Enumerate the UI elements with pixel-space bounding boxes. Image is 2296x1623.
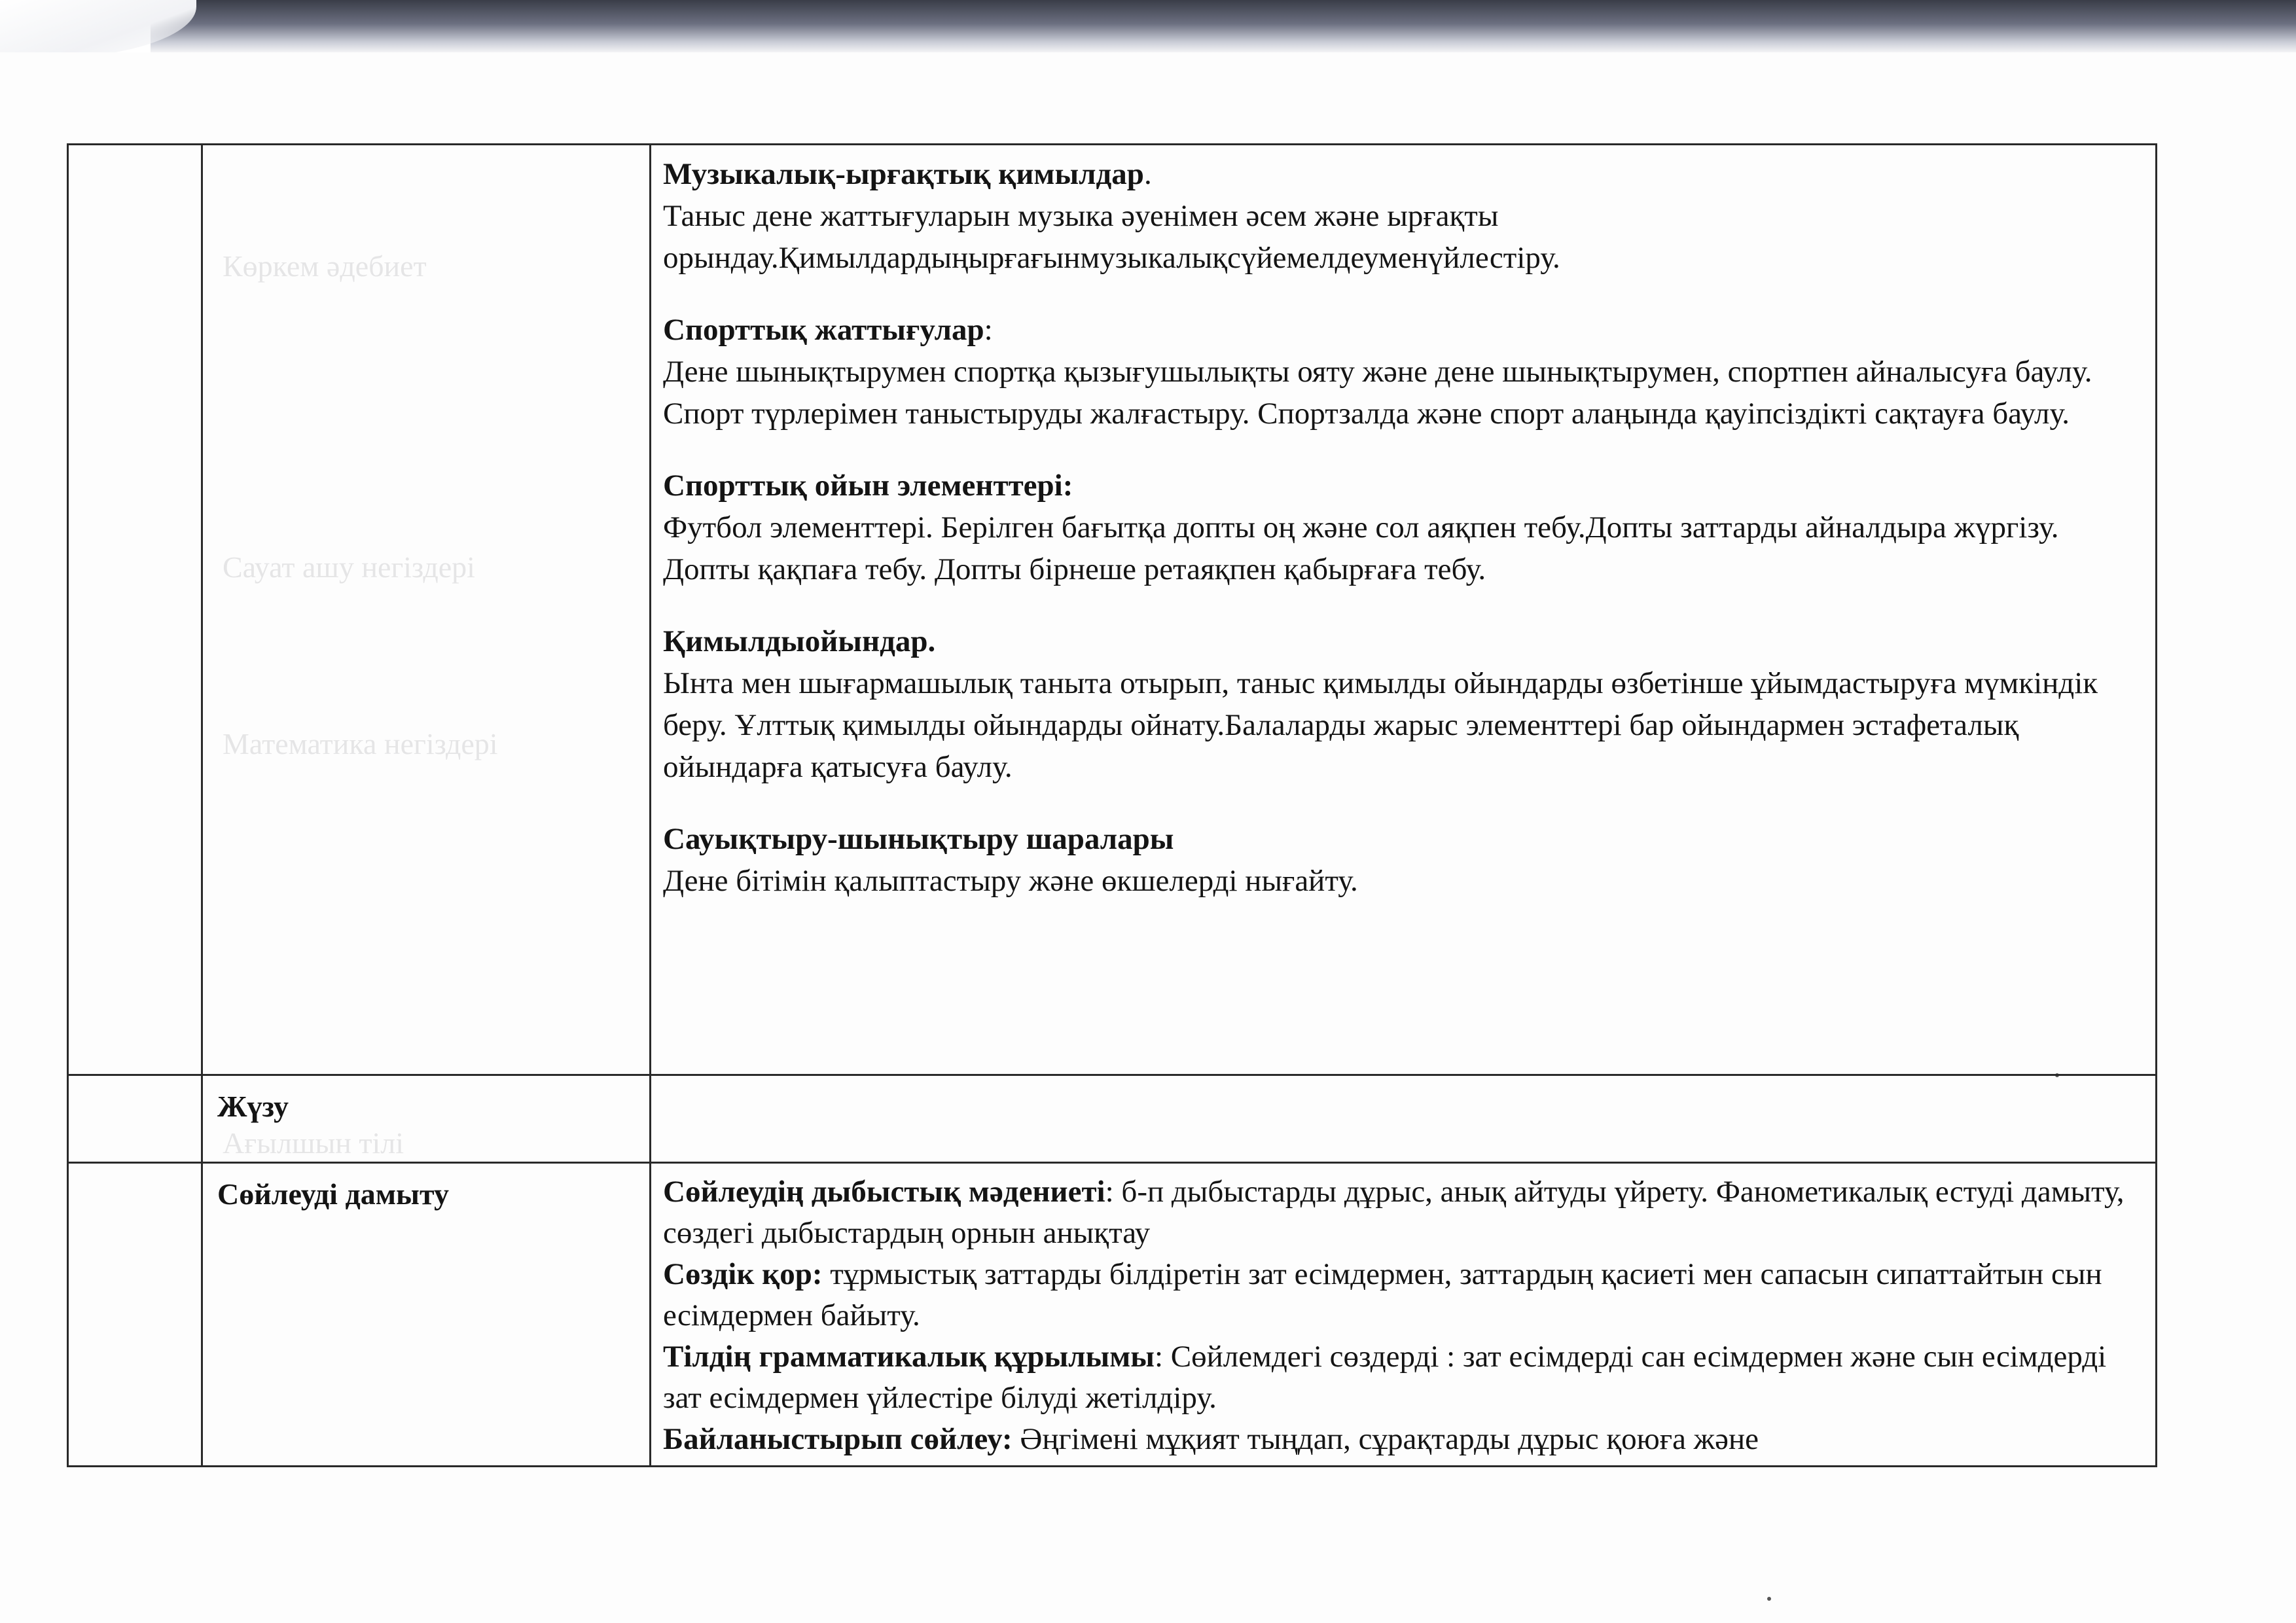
section-vocabulary [663, 1254, 2144, 1336]
row-label-swimming: Жүзу [203, 1076, 651, 1164]
section-text: Сөйлемдегі сөздерді : зат есімдерді сан есімдермен және сын есімдерді зат есімдермен үйлестіре білуді жетілдіру. [663, 1340, 2107, 1415]
section-text: Ынта мен шығармашылық таныта отырып, таныс қимылды ойындарды өзбетінше ұйымдастыруға мүмкіндік беру. Ұлттық қимылды ойындарды ойнату.Балаларды жарыс элементтері бар ойындармен эстафеталық ойындарға қатысуға баулу. [663, 666, 2098, 784]
section-heading: Спорттық жаттығулар [663, 313, 984, 347]
curriculum-table [67, 143, 2157, 1467]
section-heading: Қимылдыойындар. [663, 624, 936, 658]
section-grammar [663, 1336, 2144, 1419]
bleed-through-text: Математика негіздері [223, 727, 498, 760]
section-connected-speech [663, 1419, 2144, 1460]
section-heading: Байланыстырып сөйлеу: [663, 1422, 1013, 1456]
heading-suffix: . [1143, 157, 1152, 191]
section-musical-rhythmic [663, 153, 2144, 279]
section-text: Әңгімені мұқият тыңдап, сұрақтарды дұрыс қоюға және [1012, 1422, 1759, 1456]
section-heading: Спорттық ойын элементтері: [663, 469, 1073, 503]
row-label [203, 145, 651, 1076]
heading-suffix: : [1105, 1175, 1114, 1209]
heading-suffix: : [1154, 1340, 1164, 1374]
section-text: тұрмыстық заттарды білдіретін зат есімдермен, заттардың қасиеті мен сапасын сипаттайтын сын есімдермен байыту. [663, 1257, 2102, 1332]
section-sport-game-elements [663, 465, 2144, 590]
table-cell-blank [69, 145, 203, 1076]
table-cell-blank [69, 1076, 203, 1164]
section-heading: Сөйлеудің дыбыстық мәдениеті [663, 1175, 1105, 1209]
dust-speck [1767, 1597, 1771, 1601]
heading-suffix: : [984, 313, 993, 347]
section-movement-games [663, 620, 2144, 788]
section-text: б-п дыбыстарды дұрыс, анық айтуды үйрету. Фанометикалық естуді дамыту, сөздегі дыбыстардың орнын анықтау [663, 1175, 2125, 1250]
section-text: Футбол элементтері. Берілген бағытқа допты оң және сол аяқпен тебу.Допты заттарды айналдыра жүргізу. Допты қақпаға тебу. Допты бірнеше ретаяқпен қабырғаға тебу. [663, 510, 2059, 586]
row-content-physical [651, 145, 2155, 1076]
section-sound-culture [663, 1171, 2144, 1254]
bleed-through-text: Ағылшын тілі [223, 1126, 404, 1160]
row-label-speech: Сөйлеуді дамыту [203, 1164, 651, 1465]
row-content-swimming [651, 1076, 2155, 1164]
section-text: Таныс дене жаттығуларын музыка әуенімен әсем және ырғақты орындау.Қимылдардыңырғағынмузыкалықсүйемелдеуменүйлестіру. [663, 199, 1560, 275]
section-text: Дене бітімін қалыптастыру және өкшелерді нығайту. [663, 864, 1358, 898]
row-content-speech [651, 1164, 2155, 1465]
section-sport-exercises [663, 309, 2144, 435]
section-heading: Музыкалық-ырғақтық қимылдар [663, 157, 1144, 191]
section-health-activities [663, 818, 2144, 902]
section-text: Дене шынықтырумен спортқа қызығушылықты ояту және дене шынықтырумен, спортпен айналысуға баулу. Спорт түрлерімен таныстыруды жалғастыру. Спортзалда және спорт алаңында қауіпсіздікті сақтауға баулу. [663, 355, 2092, 431]
section-heading: Сөздік қор: [663, 1257, 823, 1291]
section-heading: Сауықтыру-шынықтыру шаралары [663, 822, 1174, 856]
section-heading: Тілдің грамматикалық құрылымы [663, 1340, 1155, 1374]
bleed-through-text: Көркем әдебиет [223, 249, 427, 283]
bleed-through-text: Сауат ашу негіздері [223, 550, 475, 584]
scanner-shadow-top [151, 0, 2296, 52]
table-cell-blank [69, 1164, 203, 1465]
